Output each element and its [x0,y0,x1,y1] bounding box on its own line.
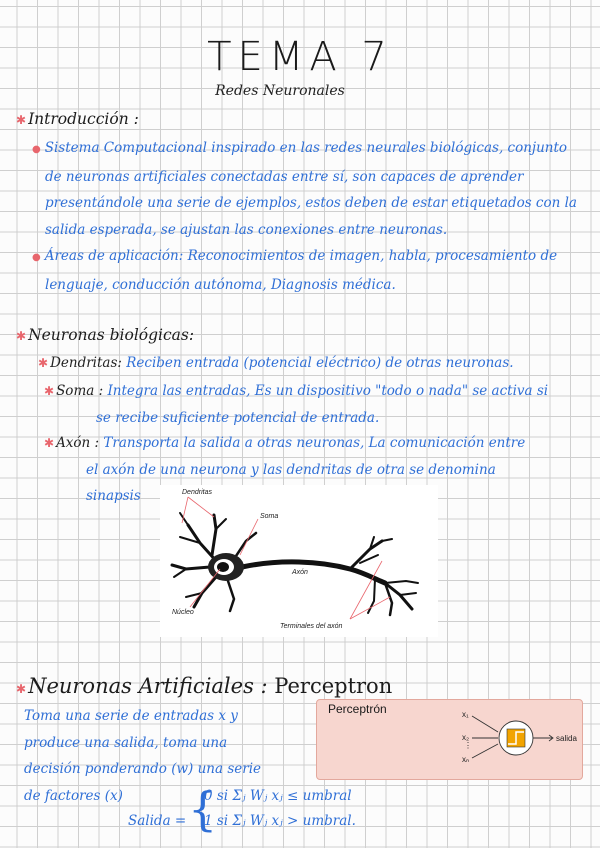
perceptron-figure-title: Perceptrón [328,702,387,716]
star-icon: ✱ [44,436,55,450]
text-line: presentándole una serie de ejemplos, estos deben de estar etiquetados con la [45,195,577,211]
text-line: el axón de una neurona y las dendritas de otra se denomina [86,461,496,478]
bullet-dot-icon: ● [32,252,41,263]
salida-label: salida [556,734,577,743]
perceptron-heading [16,674,392,698]
intro-heading-text: Introducción : [28,110,139,128]
bio-soma [44,378,548,431]
neuron-illustration [160,485,438,637]
neuron-diagram [160,485,438,637]
star-icon: ✱ [16,329,27,343]
nucleo-diagram-label: Núcleo [172,609,194,616]
soma-diagram-label: Soma [260,513,279,520]
brace-icon: { [188,782,218,836]
formula-line-1: 0 si Σⱼ Wⱼ xⱼ ≤ umbral [204,788,352,804]
dendritas-diagram-label: Dendritas [182,489,212,496]
text-line: salida esperada, se ajustan las conexiones entre neuronas. [45,221,448,238]
text-line: Sistema Computacional inspirado en las redes neurales biológicas, conjunto [44,140,568,156]
text-line: Toma una serie de entradas x y [24,708,238,724]
text-line: decisión ponderando (w) una serie [24,761,262,777]
axon-label: Axón : [56,435,100,451]
text-line: se recibe suficiente potencial de entrada. [96,409,380,426]
text-line: de neuronas artificiales conectadas entre sí, son capaces de aprender [45,168,524,185]
bio-dendritas [38,350,514,377]
perceptron-heading-b: Perceptron [274,674,393,698]
intro-heading [16,110,139,128]
bio-heading-text: Neuronas biológicas: [28,326,195,344]
text-line: sinapsis [86,488,141,504]
terminales-diagram-label: Terminales del axón [280,623,343,630]
xn-label: xₙ [462,755,470,764]
text-line: Integra las entradas, Es un dispositivo "todo o nada" se activa si [107,383,549,399]
dendritas-text: Reciben entrada (potencial eléctrico) de otras neuronas. [126,355,514,371]
intro-bullet-2 [32,243,592,298]
star-icon: ✱ [16,113,27,127]
page-title: TEMA 7 [207,34,393,80]
text-line: produce una salida, toma una [24,734,228,751]
star-icon: ✱ [38,356,49,370]
ellipsis-label: ⋮ [464,741,472,750]
formula-left: Salida = [128,813,187,829]
text-line: de factores (x) [24,787,123,804]
x1-label: x₁ [462,710,469,719]
x2-label: x₂ [462,733,470,742]
dendritas-label: Dendritas: [50,355,122,371]
axon-diagram-label: Axón [292,569,308,576]
intro-bullet-1 [32,135,592,243]
perceptron-heading-a: Neuronas Artificiales : [28,674,268,698]
formula-line-2: 1 si Σⱼ Wⱼ xⱼ > umbral. [204,813,356,829]
star-icon: ✱ [44,384,55,398]
bio-heading [16,326,194,344]
text-line: lenguaje, conducción autónoma, Diagnosis médica. [45,276,396,293]
text-line: Transporta la salida a otras neuronas, La comunicación entre [103,435,526,451]
soma-label: Soma : [56,383,104,399]
star-icon: ✱ [16,682,27,696]
page-subtitle: Redes Neuronales [215,83,345,99]
bullet-dot-icon: ● [32,144,41,155]
text-line: Áreas de aplicación: Reconocimientos de imagen, habla, procesamiento de [44,248,558,264]
